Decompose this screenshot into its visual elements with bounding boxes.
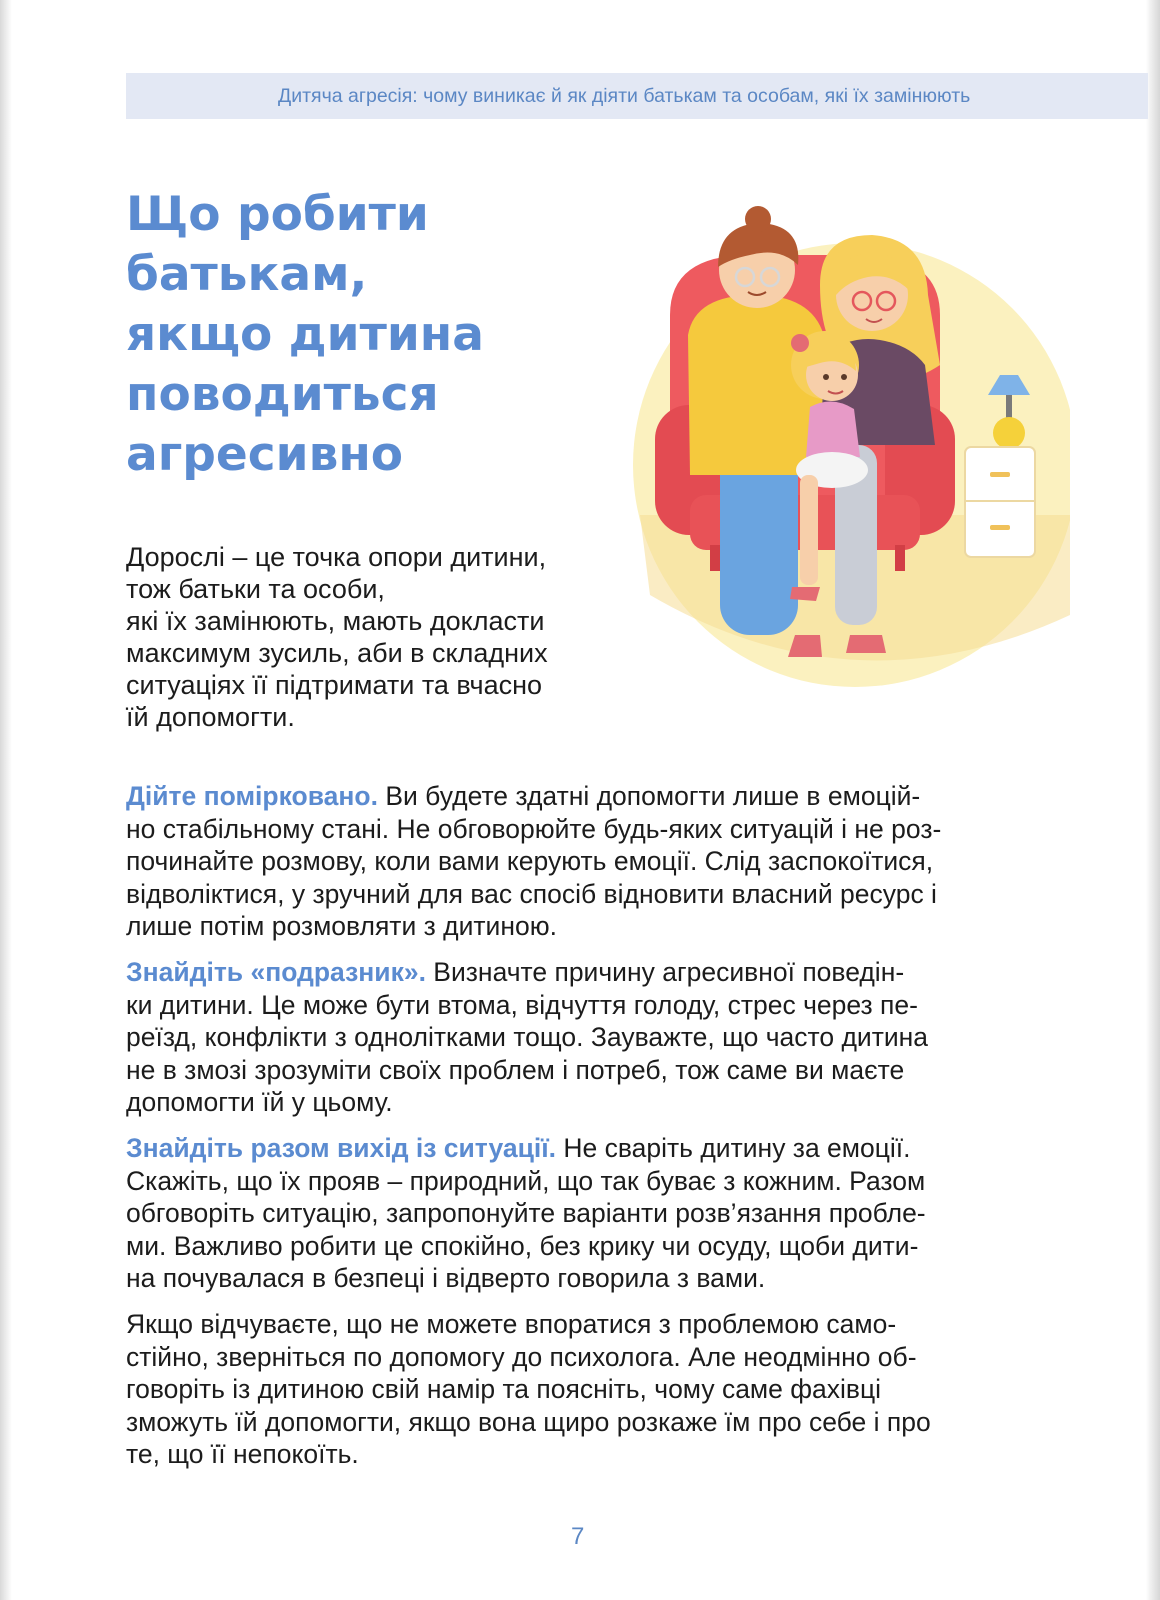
tip-text: Не сваріть дитину за емоції. xyxy=(556,1133,911,1163)
tip-line: обговоріть ситуацію, запропонуйте варіанти розв’язання пробле- xyxy=(126,1198,926,1228)
intro-line: максимум зусиль, аби в складних xyxy=(126,638,548,668)
tip-lead: Знайдіть «подразник». xyxy=(126,957,426,987)
intro-line: які їх замінюють, мають докласти xyxy=(126,606,545,636)
intro-line: Дорослі – це точка опори дитини, xyxy=(126,542,547,572)
tip-line: допомогти їй у цьому. xyxy=(126,1087,393,1117)
tip-line: на почувалася в безпеці і відверто говорила з вами. xyxy=(126,1263,766,1293)
tip-line: ми. Важливо робити це спокійно, без крику чи осуду, щоби дити- xyxy=(126,1230,919,1261)
tip-line: Скажіть, що їх прояв – природний, що так буває з кожним. Разом xyxy=(126,1165,926,1196)
family-armchair-illustration xyxy=(610,195,1070,695)
running-header-title: Дитяча агресія: чому виникає й як діяти батькам та особам, які їх замінюють xyxy=(278,85,971,107)
page-title xyxy=(126,185,586,485)
tip-seek-psychologist xyxy=(126,1308,1046,1471)
tip-line: ки дитини. Це може бути втома, відчуття голоду, стрес через пе- xyxy=(126,989,918,1020)
tip-act-calmly xyxy=(126,780,1046,943)
title-line: батькам, xyxy=(126,247,368,302)
tip-line: говоріть із дитиною свій намір та поясніть, чому саме фахівці xyxy=(126,1374,882,1404)
tip-text: Визначте причину агресивної поведін- xyxy=(425,957,905,987)
title-line: Що робити xyxy=(126,187,429,242)
title-line: агресивно xyxy=(126,427,404,482)
page-number: 7 xyxy=(571,1523,585,1550)
tip-lead: Знайдіть разом вихід із ситуації. xyxy=(126,1133,557,1163)
tip-line: лише потім розмовляти з дитиною. xyxy=(126,911,557,941)
tip-line: зможуть їй допомогти, якщо вона щиро розкаже їм про себе і про xyxy=(126,1406,931,1437)
intro-line: тож батьки та особи, xyxy=(126,574,385,604)
tip-lead: Дійте помірковано. xyxy=(126,781,378,811)
page-edge-left xyxy=(0,0,12,1600)
tip-line: те, що її непокоїть. xyxy=(126,1439,359,1469)
page-edge-right xyxy=(1146,0,1160,1600)
tip-line: но стабільному стані. Не обговорюйте будь-яких ситуацій і не роз- xyxy=(126,813,942,844)
intro-line: ситуаціях її підтримати та вчасно xyxy=(126,670,543,700)
title-line: поводиться xyxy=(126,367,439,422)
tip-text: Ви будете здатні допомогти лише в емоцій- xyxy=(377,781,921,811)
tip-line: починайте розмову, коли вами керують емоції. Слід заспокоїтися, xyxy=(126,846,934,876)
title-line: якщо дитина xyxy=(126,307,484,362)
tip-line: стійно, зверніться по допомогу до психолога. Але неодмінно об- xyxy=(126,1341,917,1372)
tip-line: Якщо відчуваєте, що не можете впоратися з проблемою само- xyxy=(126,1309,897,1339)
intro-paragraph xyxy=(126,541,606,733)
tip-line: не в змозі зрозуміти своїх проблем і потреб, тож саме ви маєте xyxy=(126,1054,905,1085)
tip-line: відволіктися, у зручний для вас спосіб відновити власний ресурс і xyxy=(126,878,937,909)
tip-find-trigger xyxy=(126,956,1046,1119)
tip-line: реїзд, конфлікти з однолітками тощо. Зауважте, що часто дитина xyxy=(126,1022,929,1052)
intro-line: їй допомогти. xyxy=(126,702,295,732)
tip-find-solution-together xyxy=(126,1132,1046,1295)
